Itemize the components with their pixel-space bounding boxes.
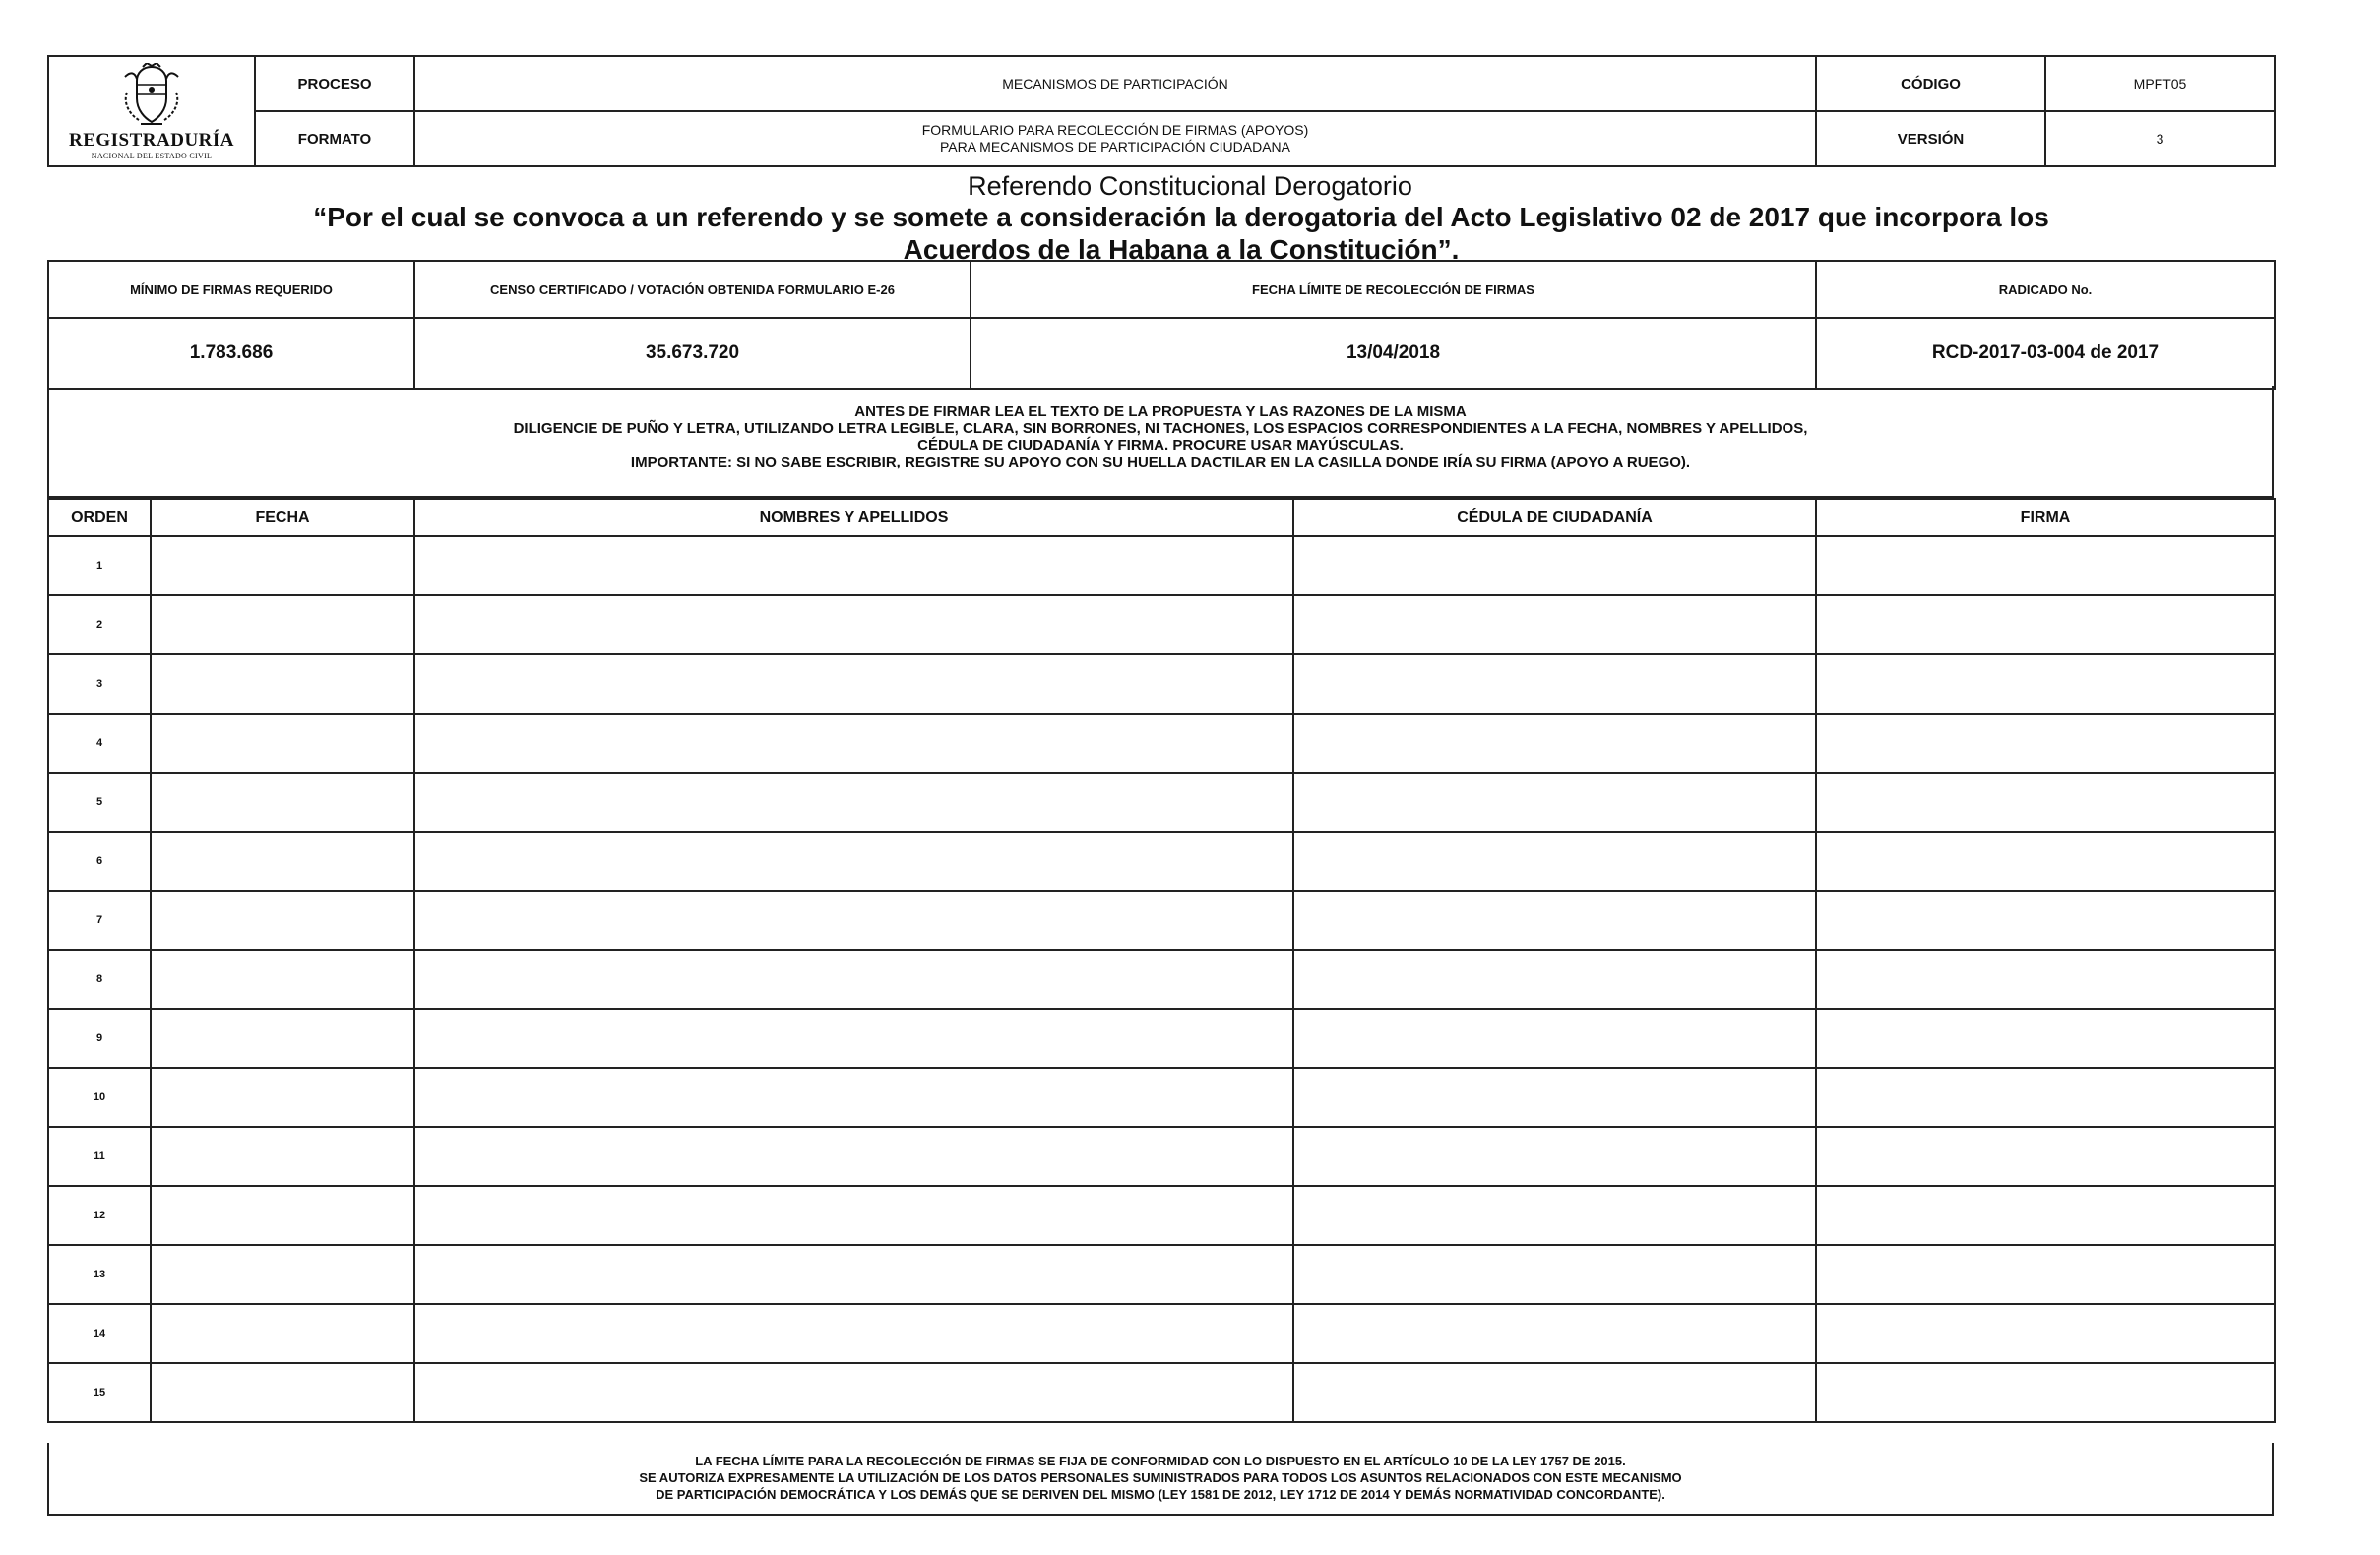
codigo-value: MPFT05 — [2045, 56, 2275, 111]
formato-label: FORMATO — [255, 111, 414, 166]
cedula-field[interactable] — [1293, 832, 1816, 891]
fecha-field[interactable] — [151, 595, 414, 654]
firma-field[interactable] — [1816, 1245, 2275, 1304]
fecha-field[interactable] — [151, 950, 414, 1009]
cedula-field[interactable] — [1293, 654, 1816, 714]
firma-field[interactable] — [1816, 1009, 2275, 1068]
firma-field[interactable] — [1816, 891, 2275, 950]
proceso-value: MECANISMOS DE PARTICIPACIÓN — [414, 56, 1816, 111]
legal-footer — [47, 1443, 2274, 1516]
nombres-field[interactable] — [414, 1363, 1293, 1422]
instructions-line4: IMPORTANTE: SI NO SABE ESCRIBIR, REGISTRE SU APOYO CON SU HUELLA DACTILAR EN LA CASILLA DONDE IRÍA SU FIRMA (APOYO A RUEGO). — [630, 454, 1691, 470]
nombres-field[interactable] — [414, 773, 1293, 832]
table-row — [48, 654, 2275, 714]
firma-field[interactable] — [1816, 1363, 2275, 1422]
info-table — [47, 260, 2276, 390]
cedula-field[interactable] — [1293, 950, 1816, 1009]
firma-field[interactable] — [1816, 654, 2275, 714]
subtitle-line2: Acuerdos de la Habana a la Constitución”. — [903, 234, 1460, 265]
fecha-limite-label: FECHA LÍMITE DE RECOLECCIÓN DE FIRMAS — [971, 261, 1816, 318]
table-row — [48, 1186, 2275, 1245]
form-header-table — [47, 55, 2276, 167]
table-row — [48, 1363, 2275, 1422]
instructions-box — [47, 386, 2274, 498]
firma-field[interactable] — [1816, 773, 2275, 832]
firma-field[interactable] — [1816, 714, 2275, 773]
column-orden: ORDEN — [48, 499, 151, 536]
nombres-field[interactable] — [414, 536, 1293, 595]
minimo-firmas-label: MÍNIMO DE FIRMAS REQUERIDO — [48, 261, 414, 318]
row-number: 11 — [48, 1127, 151, 1186]
referendum-subtitle — [295, 201, 2067, 266]
column-nombres: NOMBRES Y APELLIDOS — [414, 499, 1293, 536]
logo-subtitle: NACIONAL DEL ESTADO CIVIL — [91, 151, 213, 160]
formato-value-line1: FORMULARIO PARA RECOLECCIÓN DE FIRMAS (APOYOS) — [921, 122, 1309, 138]
row-number: 6 — [48, 832, 151, 891]
radicado-label: RADICADO No. — [1816, 261, 2275, 318]
firma-field[interactable] — [1816, 595, 2275, 654]
row-number: 1 — [48, 536, 151, 595]
table-row — [48, 595, 2275, 654]
fecha-field[interactable] — [151, 714, 414, 773]
table-row — [48, 1245, 2275, 1304]
cedula-field[interactable] — [1293, 1186, 1816, 1245]
nombres-field[interactable] — [414, 891, 1293, 950]
nombres-field[interactable] — [414, 1245, 1293, 1304]
cedula-field[interactable] — [1293, 1245, 1816, 1304]
instructions-line3: CÉDULA DE CIUDADANÍA Y FIRMA. PROCURE USAR MAYÚSCULAS. — [917, 437, 1404, 454]
proceso-label: PROCESO — [255, 56, 414, 111]
signatures-table-body — [48, 536, 2275, 1422]
nombres-field[interactable] — [414, 1068, 1293, 1127]
radicado-value: RCD-2017-03-004 de 2017 — [1816, 318, 2275, 389]
subtitle-line1: “Por el cual se convoca a un referendo y se somete a consideración la derogatoria del Acto Legislativo 02 de 2017 que incorpora los — [313, 202, 2049, 232]
instructions-line1: ANTES DE FIRMAR LEA EL TEXTO DE LA PROPUESTA Y LAS RAZONES DE LA MISMA — [854, 404, 1467, 420]
row-number: 10 — [48, 1068, 151, 1127]
row-number: 14 — [48, 1304, 151, 1363]
row-number: 13 — [48, 1245, 151, 1304]
firma-field[interactable] — [1816, 950, 2275, 1009]
row-number: 9 — [48, 1009, 151, 1068]
nombres-field[interactable] — [414, 1186, 1293, 1245]
cedula-field[interactable] — [1293, 891, 1816, 950]
cedula-field[interactable] — [1293, 595, 1816, 654]
nombres-field[interactable] — [414, 1304, 1293, 1363]
footer-line1: LA FECHA LÍMITE PARA LA RECOLECCIÓN DE FIRMAS SE FIJA DE CONFORMIDAD CON LO DISPUESTO EN EL ARTÍCULO 10 DE LA LEY 1757 DE 2015. — [695, 1454, 1626, 1468]
firma-field[interactable] — [1816, 1068, 2275, 1127]
coat-of-arms-icon — [121, 63, 182, 128]
table-row — [48, 1304, 2275, 1363]
censo-value: 35.673.720 — [414, 318, 971, 389]
registraduria-logo — [49, 57, 254, 165]
formato-value-line2: PARA MECANISMOS DE PARTICIPACIÓN CIUDADANA — [939, 139, 1291, 155]
footer-line2: SE AUTORIZA EXPRESAMENTE LA UTILIZACIÓN DE LOS DATOS PERSONALES SUMINISTRADOS PARA TODOS LOS ASUNTOS RELACIONADOS CON ESTE MECANISMO — [639, 1470, 1682, 1485]
cedula-field[interactable] — [1293, 536, 1816, 595]
fecha-field[interactable] — [151, 536, 414, 595]
column-cedula: CÉDULA DE CIUDADANÍA — [1293, 499, 1816, 536]
cedula-field[interactable] — [1293, 773, 1816, 832]
nombres-field[interactable] — [414, 1127, 1293, 1186]
cedula-field[interactable] — [1293, 1304, 1816, 1363]
nombres-field[interactable] — [414, 832, 1293, 891]
version-value: 3 — [2045, 111, 2275, 166]
minimo-firmas-value: 1.783.686 — [48, 318, 414, 389]
footer-line3: DE PARTICIPACIÓN DEMOCRÁTICA Y LOS DEMÁS QUE SE DERIVEN DEL MISMO (LEY 1581 DE 2012, LEY 1712 DE 2014 Y DEMÁS NORMATIVIDAD CONCORDANTE). — [656, 1487, 1665, 1502]
fecha-limite-value: 13/04/2018 — [971, 318, 1816, 389]
signatures-table — [47, 498, 2276, 1423]
table-row — [48, 891, 2275, 950]
fecha-field[interactable] — [151, 1245, 414, 1304]
fecha-field[interactable] — [151, 1304, 414, 1363]
nombres-field[interactable] — [414, 654, 1293, 714]
cedula-field[interactable] — [1293, 714, 1816, 773]
firma-field[interactable] — [1816, 1304, 2275, 1363]
fecha-field[interactable] — [151, 832, 414, 891]
table-row — [48, 714, 2275, 773]
column-firma: FIRMA — [1816, 499, 2275, 536]
logo-word: REGISTRADURÍA — [68, 129, 235, 151]
fecha-field[interactable] — [151, 1009, 414, 1068]
codigo-label: CÓDIGO — [1816, 56, 2045, 111]
fecha-field[interactable] — [151, 1363, 414, 1422]
censo-label: CENSO CERTIFICADO / VOTACIÓN OBTENIDA FORMULARIO E-26 — [414, 261, 971, 318]
fecha-field[interactable] — [151, 1186, 414, 1245]
row-number: 3 — [48, 654, 151, 714]
fecha-field[interactable] — [151, 1068, 414, 1127]
table-row — [48, 773, 2275, 832]
referendum-title: Referendo Constitucional Derogatorio — [968, 171, 1412, 201]
row-number: 12 — [48, 1186, 151, 1245]
row-number: 8 — [48, 950, 151, 1009]
firma-field[interactable] — [1816, 1186, 2275, 1245]
formato-value — [414, 111, 1816, 166]
table-row — [48, 536, 2275, 595]
table-row — [48, 950, 2275, 1009]
firma-field[interactable] — [1816, 1127, 2275, 1186]
fecha-field[interactable] — [151, 1127, 414, 1186]
firma-field[interactable] — [1816, 536, 2275, 595]
cedula-field[interactable] — [1293, 1068, 1816, 1127]
instructions-line2: DILIGENCIE DE PUÑO Y LETRA, UTILIZANDO LETRA LEGIBLE, CLARA, SIN BORRONES, NI TACHONES, LOS ESPACIOS CORRESPONDIENTES A LA FECHA, NOMBRES Y APELLIDOS, — [513, 420, 1808, 437]
row-number: 4 — [48, 714, 151, 773]
row-number: 7 — [48, 891, 151, 950]
fecha-field[interactable] — [151, 891, 414, 950]
nombres-field[interactable] — [414, 1009, 1293, 1068]
cedula-field[interactable] — [1293, 1363, 1816, 1422]
table-row — [48, 1127, 2275, 1186]
logo-cell — [48, 56, 255, 166]
nombres-field[interactable] — [414, 595, 1293, 654]
cedula-field[interactable] — [1293, 1009, 1816, 1068]
table-row — [48, 1068, 2275, 1127]
cedula-field[interactable] — [1293, 1127, 1816, 1186]
table-row — [48, 832, 2275, 891]
firma-field[interactable] — [1816, 832, 2275, 891]
row-number: 2 — [48, 595, 151, 654]
row-number: 15 — [48, 1363, 151, 1422]
version-label: VERSIÓN — [1816, 111, 2045, 166]
nombres-field[interactable] — [414, 950, 1293, 1009]
fecha-field[interactable] — [151, 654, 414, 714]
row-number: 5 — [48, 773, 151, 832]
column-fecha: FECHA — [151, 499, 414, 536]
fecha-field[interactable] — [151, 773, 414, 832]
table-row — [48, 1009, 2275, 1068]
nombres-field[interactable] — [414, 714, 1293, 773]
